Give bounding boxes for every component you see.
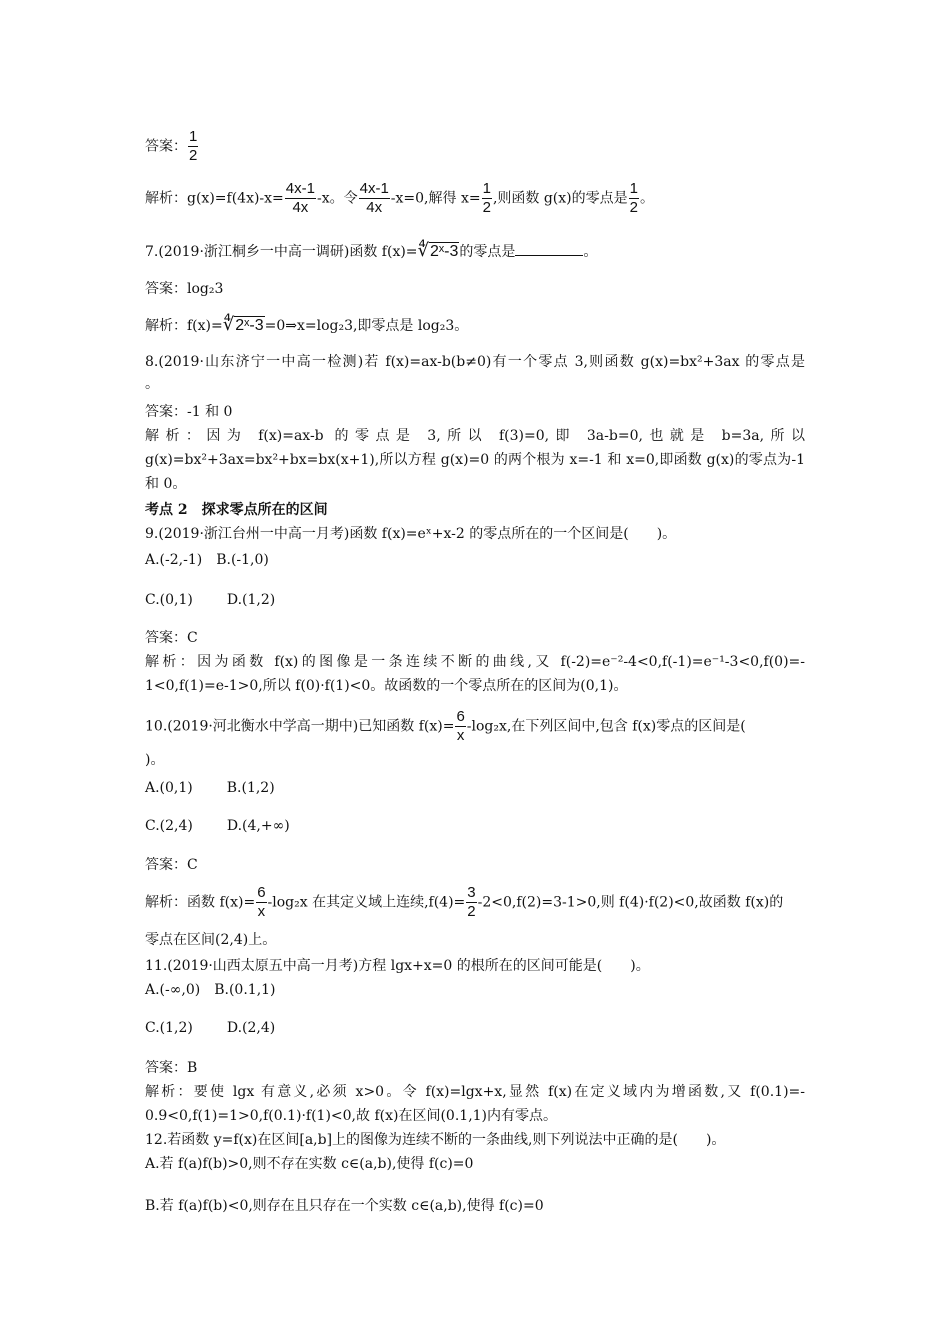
answer-label: 答案： — [145, 630, 187, 646]
radical-sign-icon: ∜ — [417, 240, 430, 260]
answer-label: 答案： — [145, 138, 187, 155]
option-c: C.(2,4) — [145, 818, 193, 834]
answer-value: C — [187, 857, 198, 873]
explanation-8-line-2: g(x)=bx²+3ax=bx²+bx=bx(x+1),所以方程 g(x)=0 的两个根为 x=-1 和 x=0,即函数 g(x)的零点为-1 — [145, 452, 805, 468]
option-b: B.(0.1,1) — [214, 982, 276, 998]
answer-label: 答案： — [145, 281, 187, 297]
answer-6 — [145, 128, 805, 165]
question-text: 7.(2019·浙江桐乡一中高一调研)函数 f(x)= — [145, 244, 418, 260]
numerator: 1 — [189, 128, 198, 145]
fraction — [256, 884, 266, 921]
option-a: A.(0,1) — [145, 780, 193, 796]
explanation-text: 。 — [639, 190, 654, 207]
question-8-line-1: 8.(2019·山东济宁一中高一检测)若 f(x)=ax-b(b≠0)有一个零点 3,则函数 g(x)=bx²+3ax 的零点是 — [145, 354, 805, 370]
answer-value: log₂3 — [187, 281, 224, 297]
radicand: 2ˣ-3 — [235, 317, 264, 334]
answer-label: 答案： — [145, 404, 187, 420]
question-10-options-cd — [145, 816, 805, 836]
explanation-11-line-1: 解析：要使 lgx 有意义,必须 x>0。令 f(x)=lgx+x,显然 f(x)在定义域内为增函数,又 f(0.1)=- — [145, 1084, 805, 1100]
denominator: 2 — [189, 147, 198, 164]
question-8-line-2: 。 — [145, 376, 159, 392]
option-b: B.(-1,0) — [216, 552, 269, 568]
question-9: 9.(2019·浙江台州一中高一月考)函数 f(x)=eˣ+x-2 的零点所在的一个区间是( )。 — [145, 526, 677, 542]
question-12-option-a: A.若 f(a)f(b)>0,则不存在实数 c∈(a,b),使得 f(c)=0 — [145, 1156, 474, 1172]
answer-9 — [145, 628, 805, 648]
numerator: 4x-1 — [359, 180, 389, 197]
question-12-option-b: B.若 f(a)f(b)<0,则存在且只存在一个实数 c∈(a,b),使得 f(c)=0 — [145, 1198, 544, 1214]
question-text: 。 — [583, 244, 598, 260]
answer-label: 答案： — [145, 857, 187, 873]
option-c: C.(0,1) — [145, 592, 193, 608]
question-text: 的零点是 — [459, 244, 516, 260]
explanation-label: 解析： — [145, 190, 187, 207]
explanation-6 — [145, 180, 805, 217]
question-text: -log₂x,在下列区间中,包含 f(x)零点的区间是( — [466, 718, 746, 735]
denominator: 2 — [467, 903, 476, 920]
answer-blank — [515, 241, 583, 256]
question-9-options-ab — [145, 550, 805, 570]
answer-11 — [145, 1058, 805, 1078]
fraction — [466, 884, 476, 921]
answer-value: C — [187, 630, 198, 646]
fraction — [455, 708, 465, 745]
explanation-label: 解析： — [145, 318, 187, 334]
answer-label: 答案： — [145, 1060, 187, 1076]
explanation-10-line-1 — [145, 884, 805, 921]
fraction — [285, 180, 316, 217]
denominator: 4x — [292, 199, 309, 216]
question-9-options-cd — [145, 590, 805, 610]
radical — [418, 240, 460, 262]
fraction — [359, 180, 390, 217]
denominator: 2 — [629, 199, 638, 216]
numerator: 3 — [467, 884, 476, 901]
explanation-text: g(x)=f(4x)-x= — [187, 190, 284, 207]
denominator: 4x — [366, 199, 383, 216]
explanation-9-line-2: 1<0,f(1)=e-1>0,所以 f(0)·f(1)<0。故函数的一个零点所在的区间为(0,1)。 — [145, 678, 628, 694]
numerator: 1 — [482, 180, 491, 197]
answer-10 — [145, 855, 805, 875]
question-10 — [145, 708, 805, 745]
option-d: D.(2,4) — [226, 1020, 276, 1036]
explanation-text: f(x)= — [187, 318, 223, 334]
explanation-text: 解析：函数 f(x)= — [145, 894, 256, 911]
option-a: A.(-∞,0) — [145, 982, 201, 998]
explanation-text: ,则函数 g(x)的零点是 — [492, 190, 628, 207]
numerator: 6 — [456, 708, 465, 725]
option-d: D.(1,2) — [226, 592, 276, 608]
explanation-7 — [145, 314, 805, 336]
question-12: 12.若函数 y=f(x)在区间[a,b]上的图像为连续不断的一条曲线,则下列说法中正确的是( )。 — [145, 1132, 726, 1148]
section-heading: 考点 2 探求零点所在的区间 — [145, 502, 328, 518]
denominator: 2 — [482, 199, 491, 216]
question-10-line-2: )。 — [145, 752, 165, 768]
option-b: B.(1,2) — [226, 780, 275, 796]
question-7 — [145, 240, 805, 262]
explanation-text: =0⇒x=log₂3,即零点是 log₂3。 — [264, 318, 469, 334]
answer-value: -1 和 0 — [187, 404, 233, 420]
radicand: 2ˣ-3 — [430, 243, 459, 260]
question-10-options-ab — [145, 778, 805, 798]
explanation-text: -x。令 — [316, 190, 358, 207]
question-text: 10.(2019·河北衡水中学高一期中)已知函数 f(x)= — [145, 718, 455, 735]
fraction — [482, 180, 492, 217]
numerator: 6 — [257, 884, 266, 901]
explanation-11-line-2: 0.9<0,f(1)=1>0,f(0.1)·f(1)<0,故 f(x)在区间(0.1,1)内有零点。 — [145, 1108, 558, 1124]
explanation-8-line-3: 和 0。 — [145, 476, 187, 492]
answer-value: B — [187, 1060, 198, 1076]
option-d: D.(4,+∞) — [226, 818, 290, 834]
question-11-options-ab — [145, 980, 805, 1000]
radical — [223, 314, 265, 336]
answer-7 — [145, 279, 805, 299]
explanation-text: -2<0,f(2)=3-1>0,则 f(4)·f(2)<0,故函数 f(x)的 — [477, 894, 784, 911]
numerator: 4x-1 — [285, 180, 315, 197]
explanation-8-line-1: 解析：因为 f(x)=ax-b 的零点是 3,所以 f(3)=0,即 3a-b=0,也就是 b=3a,所以 — [145, 428, 805, 444]
denominator: x — [456, 727, 465, 744]
fraction — [629, 180, 639, 217]
numerator: 1 — [629, 180, 638, 197]
radical-sign-icon: ∜ — [222, 314, 235, 334]
answer-8 — [145, 402, 805, 422]
option-a: A.(-2,-1) — [145, 552, 203, 568]
question-11-options-cd — [145, 1018, 805, 1038]
fraction — [188, 128, 198, 165]
explanation-9-line-1: 解析：因为函数 f(x)的图像是一条连续不断的曲线,又 f(-2)=e⁻²-4<0,f(-1)=e⁻¹-3<0,f(0)=- — [145, 654, 805, 670]
explanation-10-line-2: 零点在区间(2,4)上。 — [145, 932, 277, 948]
explanation-text: -x=0,解得 x= — [390, 190, 481, 207]
denominator: x — [257, 903, 266, 920]
explanation-text: -log₂x 在其定义域上连续,f(4)= — [267, 894, 466, 911]
option-c: C.(1,2) — [145, 1020, 193, 1036]
question-11: 11.(2019·山西太原五中高一月考)方程 lgx+x=0 的根所在的区间可能是( )。 — [145, 958, 650, 974]
